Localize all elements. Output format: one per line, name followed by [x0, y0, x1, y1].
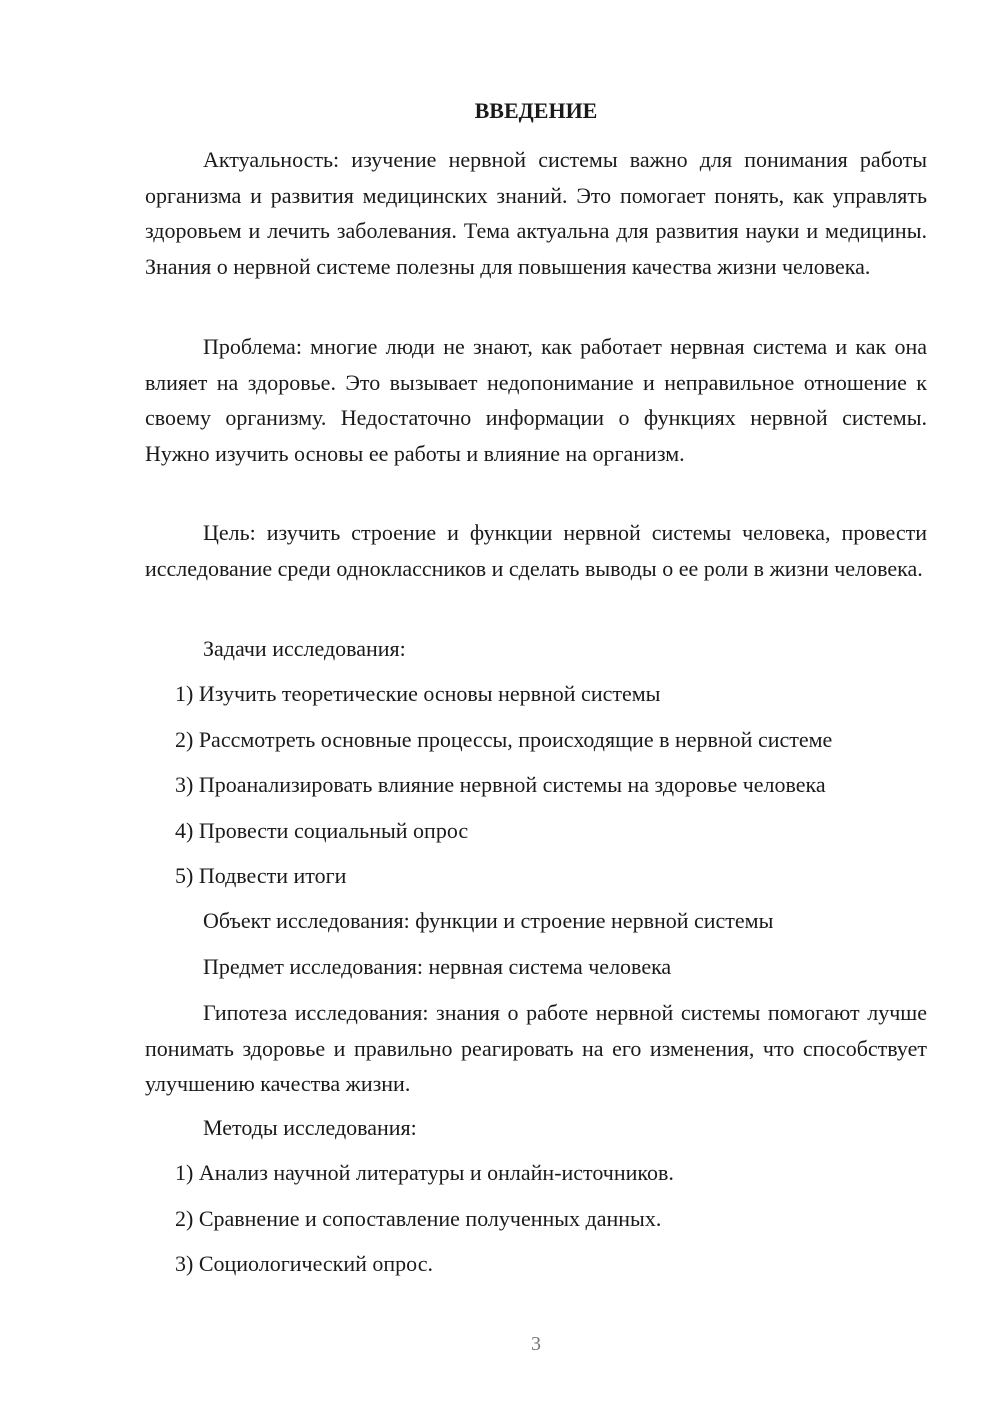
goal-paragraph: Цель: изучить строение и функции нервной системы человека, провести исследование среди одноклассников и сделать выводы о ее роли в жизни человека.	[145, 520, 927, 581]
task-item: 3) Проанализировать влияние нервной системы на здоровье человека	[175, 772, 826, 797]
task-item: 5) Подвести итоги	[175, 863, 347, 888]
method-item: 1) Анализ научной литературы и онлайн-источников.	[175, 1160, 674, 1185]
method-item: 2) Сравнение и сопоставление полученных данных.	[175, 1206, 662, 1231]
tasks-title: Задачи исследования:	[203, 636, 406, 661]
task-item: 2) Рассмотреть основные процессы, происходящие в нервной системе	[175, 727, 833, 752]
research-subject: Предмет исследования: нервная система человека	[203, 954, 672, 979]
hypothesis-paragraph: Гипотеза исследования: знания о работе нервной системы помогают лучше понимать здоровье и правильно реагировать на его изменения, что способствует улучшению качества жизни.	[145, 1000, 927, 1096]
method-item: 3) Социологический опрос.	[175, 1251, 433, 1276]
task-item: 4) Провести социальный опрос	[175, 818, 469, 843]
page-number: 3	[531, 1333, 541, 1355]
research-object: Объект исследования: функции и строение нервной системы	[203, 908, 774, 933]
relevance-paragraph: Актуальность: изучение нервной системы важно для понимания работы организма и развития медицинских знаний. Это помогает понять, как управлять здоровьем и лечить заболевания. Тема актуальна для развития науки и медицины. Знания о нервной системе полезны для повышения качества жизни человека.	[145, 147, 927, 279]
problem-paragraph: Проблема: многие люди не знают, как работает нервная система и как она влияет на здоровье. Это вызывает недопонимание и неправильное отношение к своему организму. Недостаточно информации о функциях нервной системы. Нужно изучить основы ее работы и влияние на организм.	[145, 334, 927, 466]
page-title: ВВЕДЕНИЕ	[474, 98, 598, 123]
task-item: 1) Изучить теоретические основы нервной системы	[175, 681, 661, 706]
methods-title: Методы исследования:	[203, 1115, 417, 1140]
